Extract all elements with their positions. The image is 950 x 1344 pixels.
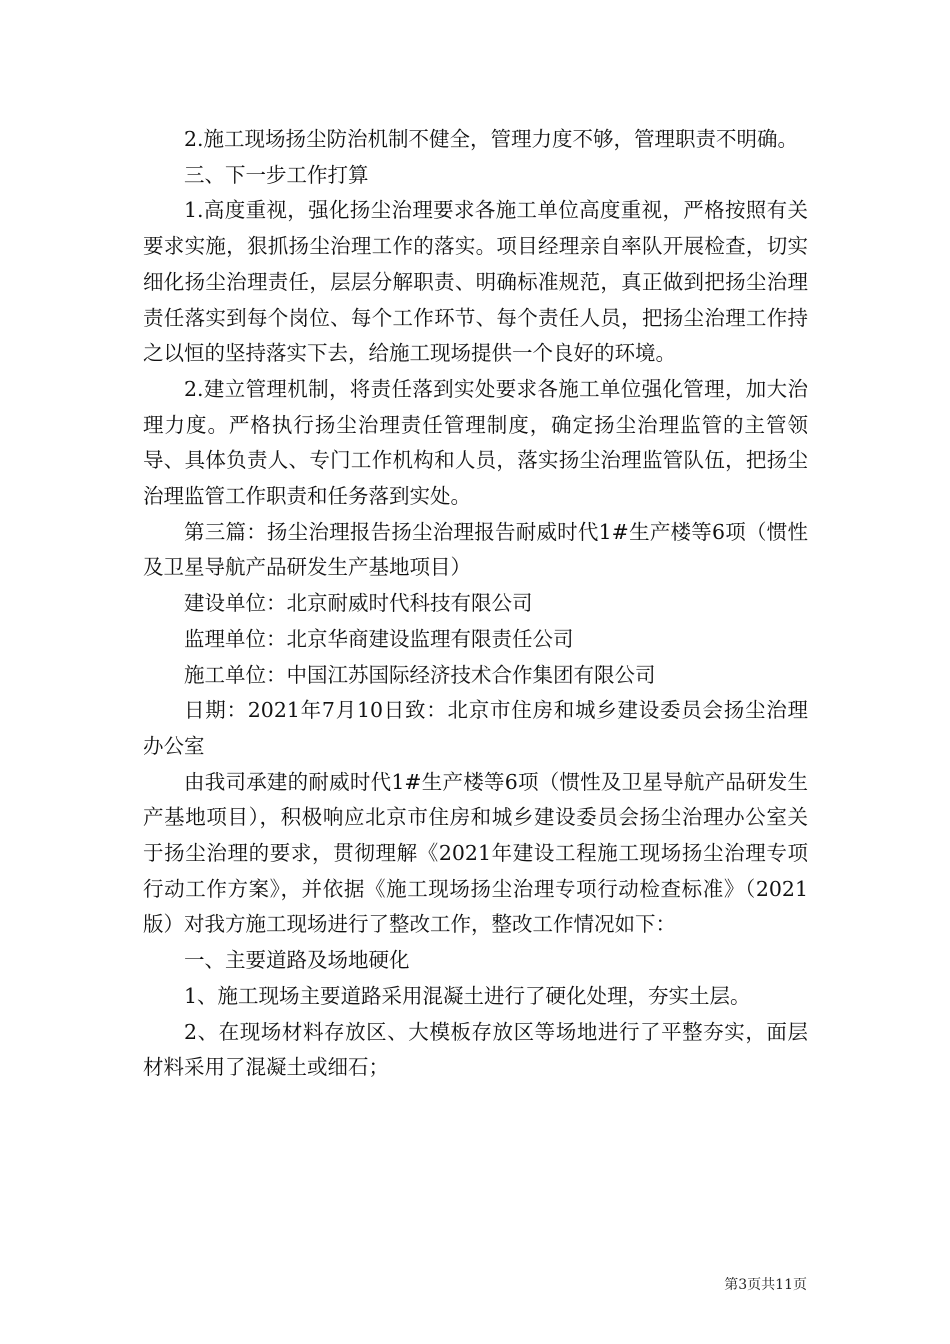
paragraph-date-recipient: 日期：2021年7月10日致：北京市住房和城乡建设委员会扬尘治理办公室 — [143, 698, 808, 758]
paragraph-main-road: 1、施工现场主要道路采用混凝土进行了硬化处理，夯实土层。 — [184, 983, 751, 1008]
paragraph-supervision-unit: 监理单位：北京华商建设监理有限责任公司 — [184, 626, 574, 651]
document-body — [143, 122, 808, 1086]
page-number: 第3页共11页 — [724, 1277, 807, 1293]
paragraph-construction-owner: 建设单位：北京耐威时代科技有限公司 — [184, 591, 533, 616]
paragraph-rectification-intro: 由我司承建的耐威时代1#生产楼等6项（惯性及卫星导航产品研发生产基地项目），积极响应北京市住房和城乡建设委员会扬尘治理办公室关于扬尘治理的要求，贯彻理解《2021年建设工程施工现场扬尘治理专项行动工作方案》，并依据《施工现场扬尘治理专项行动检查标准》（2021版）对我方施工现场进行了整改工作，整改工作情况如下： — [143, 769, 808, 937]
paragraph-storage-area: 2、在现场材料存放区、大模板存放区等场地进行了平整夯实，面层材料采用了混凝土或细石； — [143, 1019, 808, 1080]
paragraph-management-mechanism: 2.建立管理机制，将责任落到实处要求各施工单位强化管理，加大治理力度。严格执行扬尘治理责任管理制度，确定扬尘治理监管的主管领导、具体负责人、专门工作机构和人员，落实扬尘治理监管队伍，把扬尘治理监管工作职责和任务落到实处。 — [143, 376, 808, 509]
heading-road-hardening: 一、主要道路及场地硬化 — [184, 948, 410, 973]
heading-next-steps: 三、下一步工作打算 — [184, 162, 369, 187]
paragraph-dust-mechanism: 2.施工现场扬尘防治机制不健全，管理力度不够，管理职责不明确。 — [184, 127, 799, 151]
paragraph-third-article-title: 第三篇：扬尘治理报告扬尘治理报告耐威时代1#生产楼等6项（惯性及卫星导航产品研发生产基地项目） — [143, 519, 808, 580]
paragraph-contractor: 施工单位：中国江苏国际经济技术合作集团有限公司 — [184, 662, 656, 687]
paragraph-high-priority: 1.高度重视，强化扬尘治理要求各施工单位高度重视，严格按照有关要求实施，狠抓扬尘治理工作的落实。项目经理亲自率队开展检查，切实细化扬尘治理责任，层层分解职责、明确标准规范，真正做到把扬尘治理责任落实到每个岗位、每个工作环节、每个责任人员，把扬尘治理工作持之以恒的坚持落实下去，给施工现场提供一个良好的环境。 — [143, 198, 808, 366]
